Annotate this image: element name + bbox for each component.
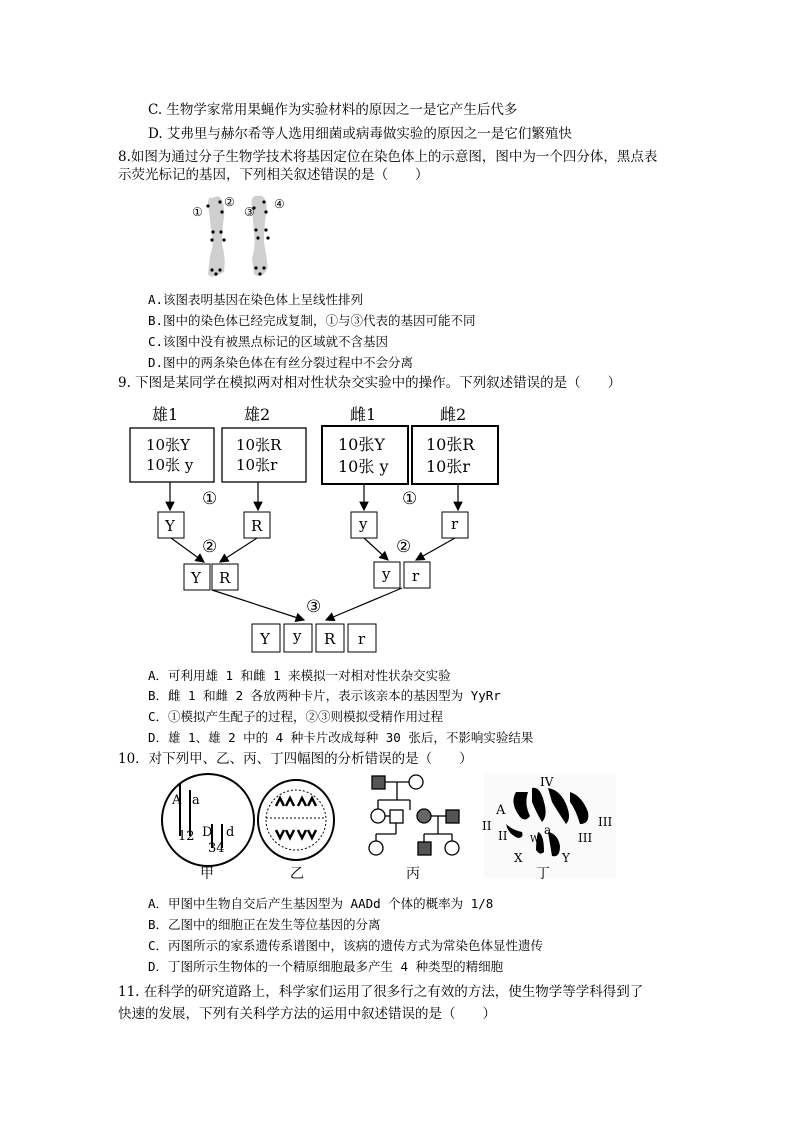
q9-option-a: A．可利用雄 1 和雌 1 来模拟一对相对性状杂交实验 <box>148 668 451 683</box>
step2-left: ② <box>202 537 218 557</box>
caption-bing: 丙 <box>406 866 420 882</box>
card-male1: Y <box>165 517 175 535</box>
q11-stem-line2: 快速的发展，下列有关科学方法的运用中叙述错误的是（ ） <box>118 1006 496 1022</box>
q7-option-d: D. 艾弗里与赫尔希等人选用细菌或病毒做实验的原因之一是它们繁殖快 <box>148 126 572 142</box>
q8-stem-line1: 8.如图为通过分子生物学技术将基因定位在染色体上的示意图，图中为一个四分体，黑点表 <box>118 149 658 165</box>
ding-III-2: III <box>578 831 593 845</box>
step3: ③ <box>306 597 322 617</box>
step2-right: ② <box>396 537 412 557</box>
card-female1: y <box>359 515 368 533</box>
q9-option-b: B．雌 1 和雌 2 各放两种卡片，表示该亲本的基因型为 YyRr <box>148 688 501 703</box>
box-title-female2: 雌2 <box>440 405 467 424</box>
label-2: ② <box>224 195 235 209</box>
label-1: ① <box>192 205 203 219</box>
chromosome-left <box>208 196 225 277</box>
label-3: ③ <box>244 205 255 219</box>
q10-option-c: C．丙图所示的家系遗传系谱图中，该病的遗传方式为常染色体显性遗传 <box>148 938 544 953</box>
figure-jia <box>162 774 254 866</box>
pair-male-1: Y <box>191 569 201 587</box>
zygote-card-2: y <box>293 627 302 645</box>
box-female1-line1: 10张Y <box>338 435 385 454</box>
box-title-male2: 雄2 <box>244 405 271 424</box>
ding-IV: IV <box>540 775 554 789</box>
q9-diagram <box>118 398 518 656</box>
ding-II: II <box>482 819 492 833</box>
box-female1-line2: 10张 y <box>338 457 389 476</box>
q8-option-c: C.该图中没有被黑点标记的区域就不含基因 <box>148 334 389 349</box>
figure-yi <box>258 780 334 860</box>
q8-option-a: A.该图表明基因在染色体上呈线性排列 <box>148 292 364 307</box>
pair-male-2: R <box>219 569 231 587</box>
label-4: ④ <box>274 197 285 211</box>
ding-W: W <box>530 835 540 845</box>
pair-female-1: y <box>382 565 391 583</box>
box-female2-line1: 10张R <box>426 435 475 454</box>
ding-III: III <box>598 815 613 829</box>
q7-option-c: C. 生物学家常用果蝇作为实验材料的原因之一是它产生后代多 <box>148 102 518 118</box>
card-male2: R <box>251 517 263 535</box>
q8-tetrad-figure <box>188 188 298 284</box>
jia-34: 34 <box>208 841 225 856</box>
zygote-card-3: R <box>324 630 336 648</box>
pair-female-2: r <box>412 567 420 585</box>
ding-a: a <box>544 823 552 837</box>
jia-a: a <box>192 793 200 808</box>
jia-12: 12 <box>178 829 195 844</box>
box-female2-line2: 10张r <box>426 457 471 476</box>
q10-option-b: B．乙图中的细胞正在发生等位基因的分离 <box>148 917 381 932</box>
box-male2-line2: 10张r <box>236 456 278 474</box>
q10-option-a: A．甲图中生物自交后产生基因型为 AADd 个体的概率为 1/8 <box>148 896 494 911</box>
box-male1-line2: 10张 y <box>146 456 194 474</box>
q9-option-d: D．雄 1、雄 2 中的 4 种卡片改成每种 30 张后，不影响实验结果 <box>148 730 534 745</box>
q10-figures <box>152 772 622 882</box>
box-title-female1: 雌1 <box>350 405 377 424</box>
ding-Y: Y <box>562 851 570 865</box>
q10-stem: 10．对下列甲、乙、丙、丁四幅图的分析错误的是（ ） <box>118 751 473 767</box>
jia-A: A <box>172 793 182 808</box>
step1-left: ① <box>202 489 218 509</box>
caption-jia: 甲 <box>200 866 214 882</box>
figure-bing-pedigree <box>369 775 459 855</box>
jia-D: D <box>202 825 213 840</box>
box-male2-line1: 10张R <box>236 436 282 454</box>
ding-X: X <box>514 851 523 865</box>
q9-option-c: C．①模拟产生配子的过程，②③则模拟受精作用过程 <box>148 709 444 724</box>
step1-right: ① <box>402 489 418 509</box>
ding-II-2: II <box>498 829 508 843</box>
q11-stem-line1: 11. 在科学的研究道路上，科学家们运用了很多行之有效的方法，使生物学等学科得到了 <box>118 984 644 1000</box>
zygote-card-1: Y <box>260 630 270 648</box>
ding-A: A <box>496 803 506 818</box>
q8-option-b: B.图中的染色体已经完成复制，①与③代表的基因可能不同 <box>148 313 476 328</box>
q10-option-d: D．丁图所示生物体的一个精原细胞最多产生 4 种类型的精细胞 <box>148 959 504 974</box>
q9-stem: 9. 下图是某同学在模拟两对相对性状杂交实验中的操作。下列叙述错误的是（ ） <box>118 375 622 391</box>
caption-ding: 丁 <box>536 866 550 882</box>
jia-d: d <box>226 825 235 840</box>
box-title-male1: 雄1 <box>152 405 179 424</box>
zygote-card-4: r <box>358 630 366 648</box>
caption-yi: 乙 <box>290 866 304 882</box>
q8-stem-line2: 示荧光标记的基因，下列相关叙述错误的是（ ） <box>118 167 429 183</box>
q8-option-d: D.图中的两条染色体在有丝分裂过程中不会分离 <box>148 355 414 370</box>
card-female2: r <box>451 515 459 533</box>
box-male1-line1: 10张Y <box>146 436 190 454</box>
